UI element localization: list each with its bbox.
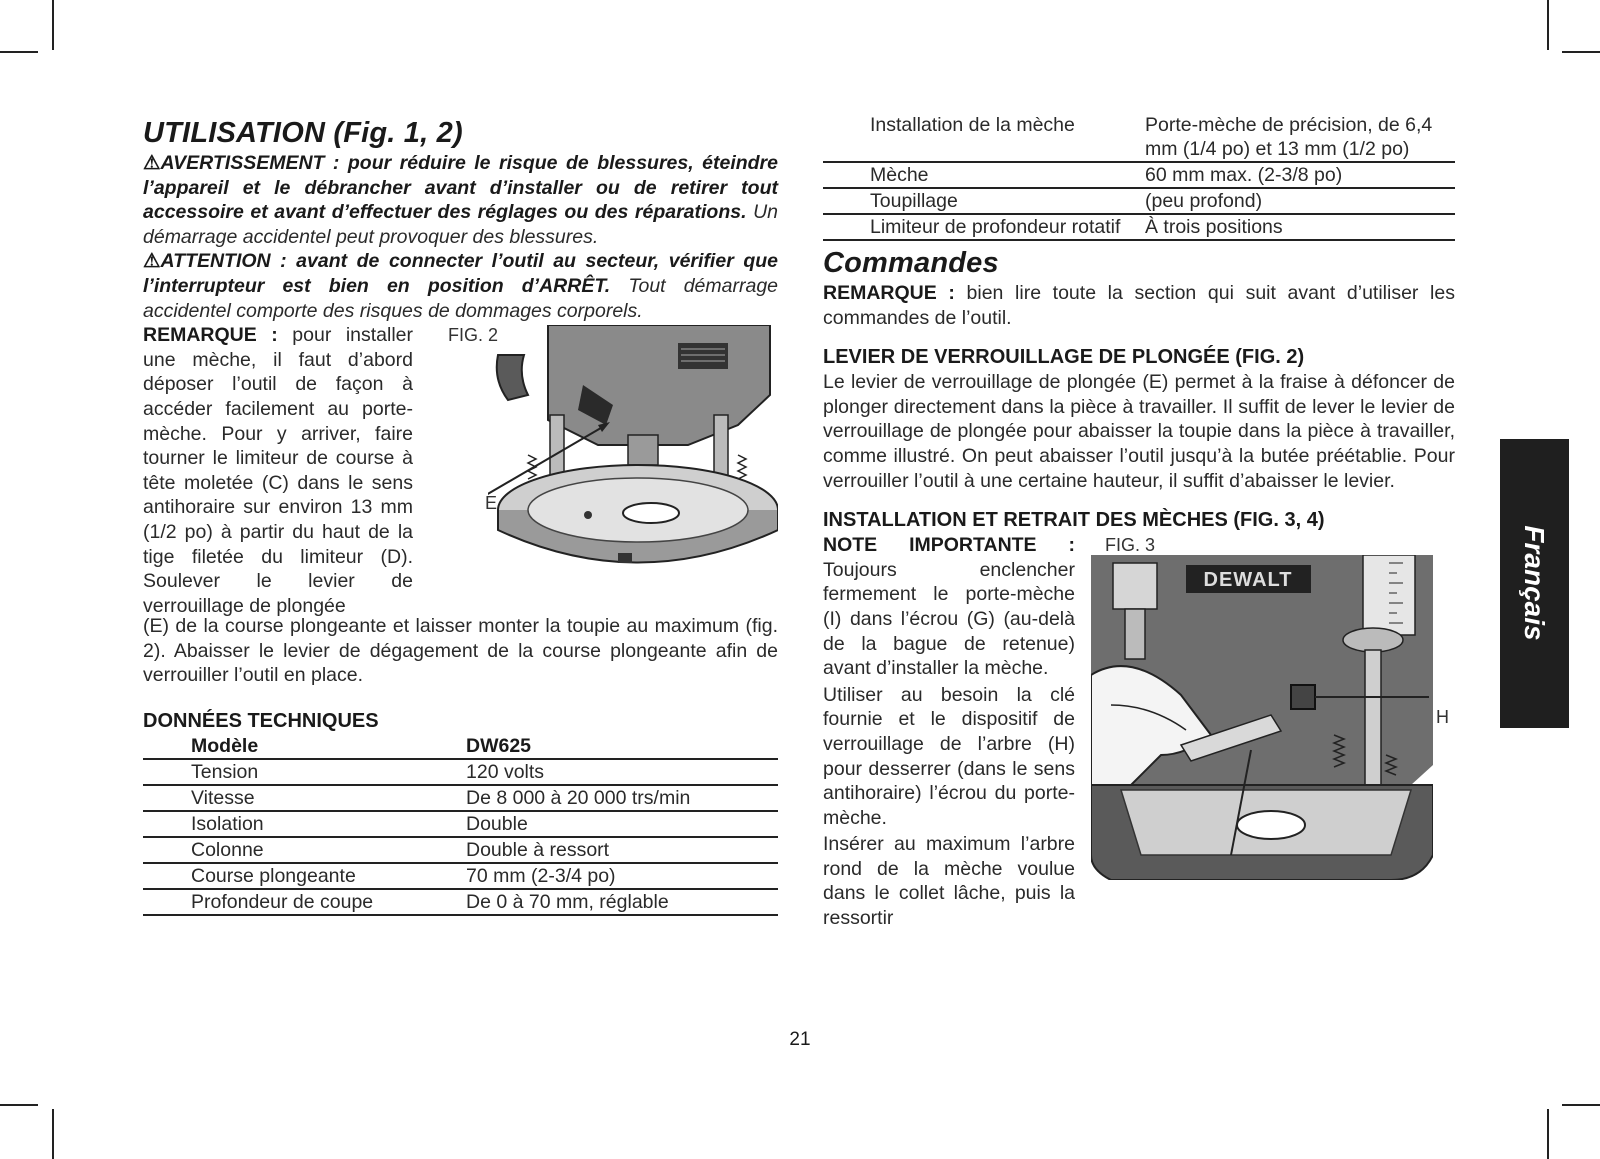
remarque-block xyxy=(143,323,778,618)
spec-label: Profondeur de coupe xyxy=(143,889,466,915)
commandes-title: Commandes xyxy=(823,247,999,279)
spec-value: De 8 000 à 20 000 trs/min xyxy=(466,785,778,811)
crop-mark xyxy=(0,1104,38,1106)
table-row xyxy=(823,214,1455,240)
spec-label: Tension xyxy=(143,759,466,785)
spec-value: À trois positions xyxy=(1145,214,1455,240)
spec-value: De 0 à 70 mm, réglable xyxy=(466,889,778,915)
note-text: Toujours enclencher fermement le porte-mèche (I) dans l’écrou (G) (au-delà de la bague de retenue) avant d’installer la mèche. xyxy=(823,558,1075,680)
table-row xyxy=(143,863,778,889)
install-block xyxy=(823,533,1455,933)
warning-paragraph xyxy=(143,151,778,249)
remarque-text: pour installer une mèche, il faut d’abord déposer l’outil de façon à accéder facilement au porte-mèche. Pour y arriver, faire tourner le limiteur de course à tête moletée (C) dans le sens antihoraire sur environ 13 mm (1/2 po) à partir du haut de la tige filetée du limiteur (D). Soulever le levier de verrouillage de plongée xyxy=(143,324,414,617)
install-text xyxy=(823,533,1075,931)
crop-mark xyxy=(1547,1109,1549,1159)
fig2-callout-e: E xyxy=(485,493,498,514)
spec-value: 70 mm (2-3/4 po) xyxy=(466,863,778,889)
warning-italic: Un démarrage accidentel peut provoquer des blessures. xyxy=(143,201,778,248)
section-title: UTILISATION (Fig. 1, 2) xyxy=(143,117,463,149)
table-row xyxy=(143,759,778,785)
remarque-text: bien lire toute la section qui suit avant d’utiliser les commandes de l’outil. xyxy=(823,282,1455,329)
table-row xyxy=(143,785,778,811)
remarque-paragraph xyxy=(143,323,413,618)
spec-value: Double xyxy=(466,811,778,837)
table-row xyxy=(823,188,1455,214)
spec-value: Double à ressort xyxy=(466,837,778,863)
spec-label: Toupillage xyxy=(823,188,1145,214)
remarque-label: REMARQUE : xyxy=(143,324,278,347)
table-row xyxy=(143,889,778,915)
specs-header-row xyxy=(143,734,778,759)
spec-label: Mèche xyxy=(823,162,1145,188)
remarque-continued: (E) de la course plongeante et laisser monter la toupie au maximum (fig. 2). Abaisser le levier de dégagement de la course plongeante afin de verrouiller l’outil en place. xyxy=(143,615,778,687)
spec-label: Colonne xyxy=(143,837,466,863)
fig3-callout-h: H xyxy=(1436,707,1449,728)
crop-mark xyxy=(0,51,38,53)
spec-label: Vitesse xyxy=(143,785,466,811)
crop-mark xyxy=(1562,1104,1600,1106)
spec-value: 120 volts xyxy=(466,759,778,785)
crop-mark xyxy=(1562,51,1600,53)
specs-header-label: Modèle xyxy=(143,734,466,759)
levier-paragraph: Le levier de verrouillage de plongée (E) permet à la fraise à défoncer de plonger directement dans la pièce à travailler. Il suffit de lever le levier de verrouillage de plongée pour abaisser la toupie dans la pièce à travailler, comme illustré. On peut abaisser l’outil jusqu’à la butée préétablie. Pour verrouiller l’outil à une certaine hauteur, il suffit d’abaisser le levier. xyxy=(823,371,1455,492)
specs-header-value: DW625 xyxy=(466,734,778,759)
spec-value: Porte-mèche de précision, de 6,4 mm (1/4 po) et 13 mm (1/2 po) xyxy=(1145,113,1455,162)
specs-table xyxy=(143,734,778,916)
table-row xyxy=(823,113,1455,162)
spec-value: 60 mm max. (2-3/8 po) xyxy=(1145,162,1455,188)
remarque-label: REMARQUE : xyxy=(823,282,955,304)
crop-mark xyxy=(1547,0,1549,50)
page-number: 21 xyxy=(789,1029,811,1050)
spec-label: Limiteur de profondeur rotatif xyxy=(823,214,1145,240)
caution-bold: ATTENTION : avant de connecter l’outil au secteur, vérifier que l’interrupteur est bien en position d’ARRÊT. xyxy=(143,250,778,297)
right-column xyxy=(823,113,1455,933)
caution-italic: Tout démarrage accidentel comporte des risques de dommages corporels. xyxy=(143,274,779,322)
spec-value: (peu profond) xyxy=(1145,188,1455,214)
spec-label: Installation de la mèche xyxy=(823,113,1145,162)
note-label: NOTE IMPORTANTE : xyxy=(823,534,1075,557)
warning-triangle-icon: ⚠ xyxy=(143,250,161,273)
warning-bold: AVERTISSEMENT : pour réduire le risque de blessures, éteindre l’appareil et le débrancher avant d’installer ou de retirer tout accessoire et avant d’effectuer des réglages ou des réparations. xyxy=(143,152,778,224)
table-row xyxy=(143,811,778,837)
inserer-paragraph: Insérer au maximum l’arbre rond de la mèche voulue dans le collet lâche, puis la ressortir xyxy=(823,833,1075,930)
router-base-illustration xyxy=(488,325,778,581)
language-tab-label: Français xyxy=(1519,525,1550,641)
spec-label: Course plongeante xyxy=(143,863,466,889)
fig2-label: FIG. 2 xyxy=(448,325,499,346)
levier-heading: LEVIER DE VERROUILLAGE DE PLONGÉE (FIG. 2) xyxy=(823,346,1305,369)
utiliser-paragraph: Utiliser au besoin la clé fournie et le dispositif de verrouillage de l’arbre (H) pour desserrer (dans le sens antihoraire) l’écrou du porte-mèche. xyxy=(823,683,1075,829)
commandes-remarque xyxy=(823,281,1455,330)
router-bit-installation-illustration xyxy=(1091,555,1433,880)
fig3-label: FIG. 3 xyxy=(1105,535,1156,556)
table-row xyxy=(143,837,778,863)
note-paragraph xyxy=(823,533,1075,681)
specs-table-continued xyxy=(823,113,1455,241)
spec-label: Isolation xyxy=(143,811,466,837)
table-row xyxy=(823,162,1455,188)
warning-triangle-icon: ⚠ xyxy=(143,152,161,174)
caution-paragraph xyxy=(143,249,778,323)
specs-heading: DONNÉES TECHNIQUES xyxy=(143,709,379,732)
left-column xyxy=(143,113,778,916)
crop-mark xyxy=(52,0,54,50)
crop-mark xyxy=(52,1109,54,1159)
fig3-brand: DEWALT xyxy=(1203,569,1293,592)
install-heading: INSTALLATION ET RETRAIT DES MÈCHES (FIG. 3, 4) xyxy=(823,509,1325,532)
